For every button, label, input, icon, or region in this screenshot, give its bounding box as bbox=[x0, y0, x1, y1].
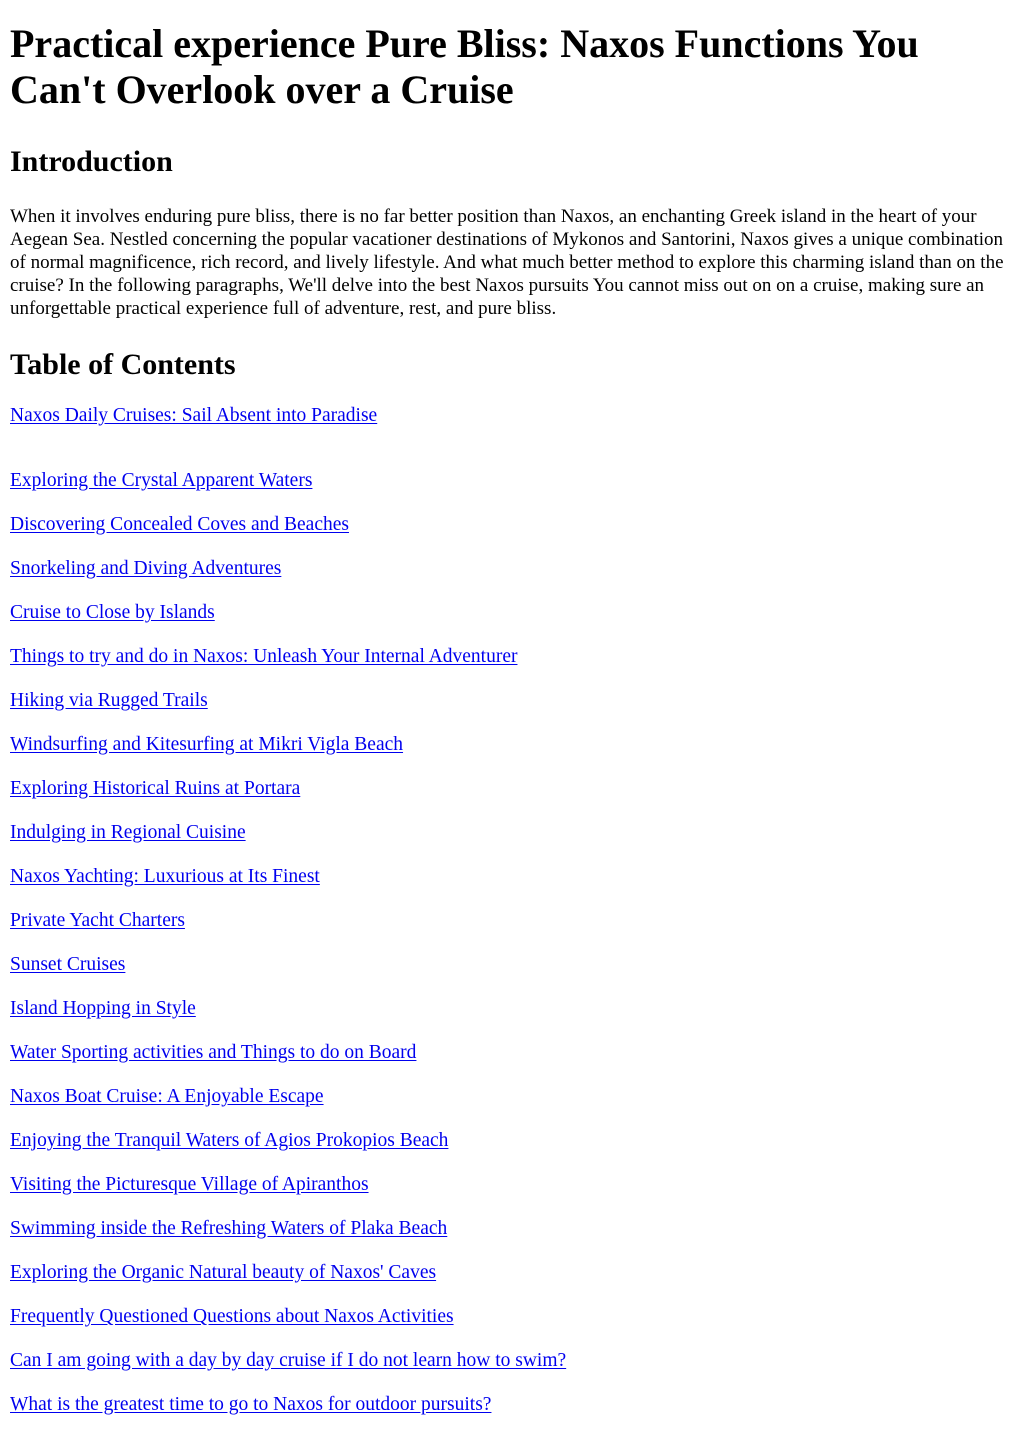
toc-link[interactable]: Windsurfing and Kitesurfing at Mikri Vigla Beach bbox=[10, 734, 404, 755]
toc-link[interactable]: Enjoying the Tranquil Waters of Agios Prokopios Beach bbox=[10, 1130, 449, 1151]
toc-item bbox=[10, 997, 1014, 1021]
toc-item bbox=[10, 1085, 1014, 1109]
toc-item bbox=[10, 1305, 1014, 1329]
toc-item bbox=[10, 953, 1014, 977]
toc-item bbox=[10, 469, 1014, 493]
toc-link[interactable]: Hiking via Rugged Trails bbox=[10, 690, 208, 711]
toc-link[interactable]: Exploring Historical Ruins at Portara bbox=[10, 778, 301, 799]
toc-link[interactable]: Water Sporting activities and Things to do on Board bbox=[10, 1042, 417, 1063]
toc-item bbox=[10, 557, 1014, 581]
introduction-heading: Introduction bbox=[10, 145, 173, 178]
toc-link[interactable]: Discovering Concealed Coves and Beaches bbox=[10, 514, 349, 535]
toc-item bbox=[10, 909, 1014, 933]
toc-item bbox=[10, 865, 1014, 889]
toc-link[interactable]: Naxos Boat Cruise: A Enjoyable Escape bbox=[10, 1086, 324, 1107]
introduction-paragraph: When it involves enduring pure bliss, there is no far better position than Naxos, an enchanting Greek island in the heart of your Aegean Sea. Nestled concerning the popular vacationer destinations of Mykonos and Santorini, Naxos gives a unique combination of normal magnificence, rich record, and lively lifestyle. And what much better method to explore this charming island than on the cruise? In the following paragraphs, We'll delve into the best Naxos pursuits You cannot miss out on on a cruise, making sure an unforgettable practical experience full of adventure, rest, and pure bliss. bbox=[10, 206, 1004, 319]
toc-item bbox=[10, 1393, 1014, 1417]
toc-link[interactable]: Private Yacht Charters bbox=[10, 910, 185, 931]
toc-item bbox=[10, 821, 1014, 845]
toc-item bbox=[10, 601, 1014, 625]
toc-link[interactable]: What is the greatest time to go to Naxos for outdoor pursuits? bbox=[10, 1394, 492, 1415]
toc-link[interactable]: Frequently Questioned Questions about Naxos Activities bbox=[10, 1306, 454, 1327]
toc-item bbox=[10, 1129, 1014, 1153]
toc-item bbox=[10, 1217, 1014, 1241]
toc-item bbox=[10, 1349, 1014, 1373]
page-title: Practical experience Pure Bliss: Naxos Functions You Can't Overlook over a Cruise bbox=[10, 21, 919, 112]
toc-item bbox=[10, 689, 1014, 713]
toc-item bbox=[10, 645, 1014, 669]
toc-link[interactable]: Snorkeling and Diving Adventures bbox=[10, 558, 282, 579]
toc-item bbox=[10, 1041, 1014, 1065]
toc-item bbox=[10, 777, 1014, 801]
toc-item bbox=[10, 404, 1014, 428]
toc-link[interactable]: Naxos Daily Cruises: Sail Absent into Paradise bbox=[10, 405, 378, 426]
toc-link[interactable]: Cruise to Close by Islands bbox=[10, 602, 215, 623]
table-of-contents bbox=[10, 404, 1014, 1417]
toc-link[interactable]: Visiting the Picturesque Village of Apiranthos bbox=[10, 1174, 369, 1195]
toc-link[interactable]: Indulging in Regional Cuisine bbox=[10, 822, 246, 843]
toc-item bbox=[10, 733, 1014, 757]
toc-link[interactable]: Can I am going with a day by day cruise if I do not learn how to swim? bbox=[10, 1350, 567, 1371]
toc-link[interactable]: Naxos Yachting: Luxurious at Its Finest bbox=[10, 866, 320, 887]
toc-link[interactable]: Island Hopping in Style bbox=[10, 998, 196, 1019]
toc-item bbox=[10, 1261, 1014, 1285]
toc-link[interactable]: Exploring the Organic Natural beauty of Naxos' Caves bbox=[10, 1262, 437, 1283]
toc-link[interactable]: Swimming inside the Refreshing Waters of Plaka Beach bbox=[10, 1218, 448, 1239]
table-of-contents-heading: Table of Contents bbox=[10, 348, 236, 381]
toc-item bbox=[10, 1173, 1014, 1197]
toc-link[interactable]: Sunset Cruises bbox=[10, 954, 126, 975]
toc-item bbox=[10, 513, 1014, 537]
toc-link[interactable]: Exploring the Crystal Apparent Waters bbox=[10, 470, 313, 491]
toc-link[interactable]: Things to try and do in Naxos: Unleash Your Internal Adventurer bbox=[10, 646, 518, 667]
